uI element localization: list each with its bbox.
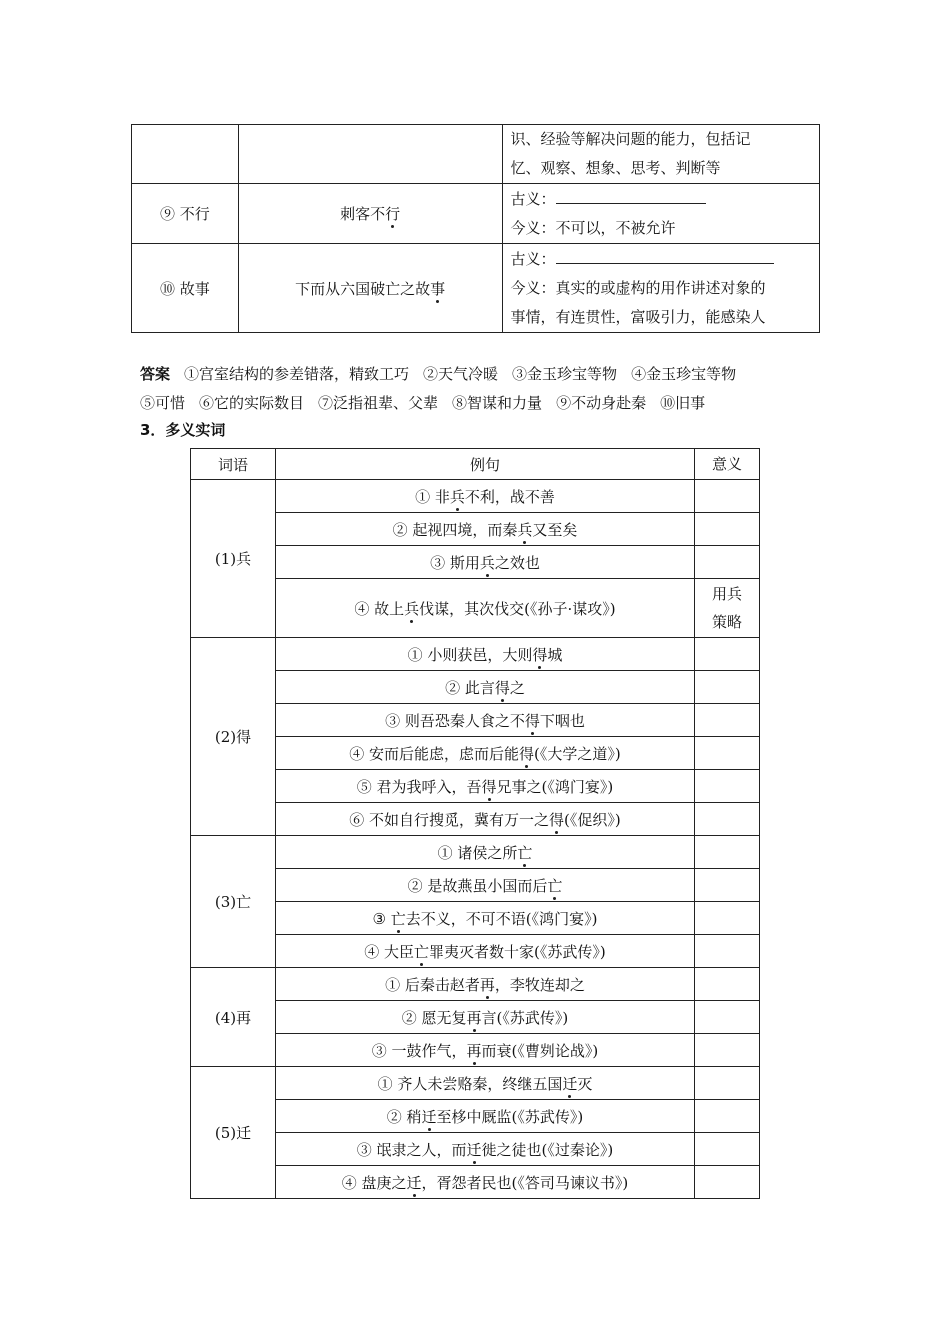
example-text: (《促织》) [564,810,621,829]
word-cell: (4)再 [191,968,276,1067]
example-text: ④ 大臣 [364,942,415,961]
header-example: 例句 [276,449,695,480]
dotted-char: 再 [479,975,495,994]
dotted-char: 兵 [404,599,420,618]
example-text: 下而从六国破亡之故 [295,279,431,298]
word-cell: (1)兵 [191,480,276,638]
meaning-cell [695,737,760,770]
example-text: ③ 则吾恐秦人食之不 [385,711,525,730]
example-text: ③ 一鼓作气， [371,1041,467,1060]
dotted-char: 得 [481,777,497,796]
example-text: 去不义，不可不语(《鸿门宴》) [405,909,598,928]
meaning-cell [695,1034,760,1067]
polysemy-table [190,448,760,1199]
dotted-char: 得 [524,711,540,730]
example-text: 言(《苏武传》) [481,1008,569,1027]
example-text: 灭 [577,1074,593,1093]
example-text: ① 诸侯之所 [437,843,518,862]
answer-item: ⑨不动身赴秦 [556,394,647,412]
example-text: ② 是故燕虽小国而后 [407,876,548,895]
example-cell [276,869,695,902]
meaning-cell [695,513,760,546]
word-cell: (3)亡 [191,836,276,968]
meaning-cell [695,770,760,803]
example-text: ④ 故上 [354,599,405,618]
example-cell [276,1001,695,1034]
example-text: ③ 氓隶之人，而 [356,1140,467,1159]
example-text: 至栘中厩监(《苏武传》) [436,1107,584,1126]
meaning-cell [695,546,760,579]
example-text: 罪夷灭者数十家(《苏武传》) [429,942,606,961]
example-text: 之 [509,678,525,697]
meaning-line: 用兵 [711,585,742,603]
example-text: 城 [547,645,563,664]
num-cell [132,125,239,184]
example-text: ⑥ 不如自行搜觅，冀有万一之 [349,810,550,829]
example-cell [238,244,502,333]
example-cell [276,803,695,836]
meaning-cell [695,803,760,836]
dotted-char: 迁 [406,1173,422,1192]
meaning-cell [502,125,819,184]
meaning-cell [695,671,760,704]
example-text: ③ [372,909,391,928]
example-text: ② 稍 [386,1107,422,1126]
meaning-cell [695,1133,760,1166]
example-text: ③ 斯用 [430,553,480,572]
example-cell [238,184,502,244]
meaning-cell [695,968,760,1001]
example-cell [238,125,502,184]
meaning-cell [695,869,760,902]
example-cell [276,1133,695,1166]
example-text: 兄事之(《鸿门宴》) [496,777,614,796]
dotted-char: 得 [519,744,535,763]
answer-label: 答案 [140,365,171,383]
example-text: 徙之徒也(《过秦论》) [481,1140,614,1159]
example-cell [276,968,695,1001]
example-text: 又至矣 [532,520,578,539]
meaning-cell [695,1067,760,1100]
example-text: (《大学之道》) [534,744,621,763]
example-text: ④ 盘庚之 [341,1173,407,1192]
answer-item: ⑤可惜 [140,394,186,412]
meaning-line: 策略 [711,613,742,631]
num-cell: ⑩ 故事 [132,244,239,333]
dotted-char: 再 [466,1041,482,1060]
answer-item: ⑩旧事 [660,394,706,412]
answer-item: ③金玉珍宝等物 [512,365,618,383]
example-text: ① 齐人未尝赂秦，终继五国 [377,1074,563,1093]
meaning-cell [695,902,760,935]
example-text: ⑤ 君为我呼入，吾 [356,777,482,796]
example-text: ① 小则获邑，大则 [407,645,533,664]
meaning-cell [695,704,760,737]
example-cell [276,902,695,935]
example-text: ④ 安而后能虑，虑而后能 [349,744,520,763]
gu-yi-line [511,245,815,274]
dotted-char: 兵 [479,553,495,572]
answer-blank [556,251,774,264]
example-text: ② 此言 [445,678,495,697]
meaning-cell [695,480,760,513]
dotted-char: 兵 [449,487,465,506]
meaning-cell [695,836,760,869]
answer-item: ⑥它的实际数目 [199,394,305,412]
example-cell [276,1166,695,1199]
example-cell [276,579,695,638]
dotted-char: 亡 [517,843,533,862]
dotted-char: 迁 [466,1140,482,1159]
example-cell [276,770,695,803]
meaning-line: 识、经验等解决问题的能力，包括记 [510,130,751,148]
example-text: 不利，战不善 [464,487,555,506]
dotted-char: 亡 [547,876,563,895]
example-cell [276,671,695,704]
example-cell [276,1100,695,1133]
answer-blank [556,191,706,204]
word-cell: (5)迁 [191,1067,276,1199]
meaning-cell [502,244,819,333]
jin-yi-line: 事情，有连贯性，富吸引力，能感染人 [510,307,766,326]
example-cell [276,513,695,546]
example-text: ，李牧连却之 [494,975,585,994]
meaning-cell [695,1100,760,1133]
example-cell [276,836,695,869]
example-text: 下咽也 [539,711,585,730]
dotted-char: 得 [494,678,510,697]
gu-yi-label: 古义： [510,189,556,208]
meaning-cell [695,579,760,638]
example-text: ① 非 [415,487,450,506]
example-text: ① 后秦击赵者 [385,975,480,994]
dotted-char: 亡 [390,909,406,928]
example-cell [276,935,695,968]
example-text: 伐谋，其次伐交(《孙子·谋攻》) [419,599,616,618]
answer-item: ④金玉珍宝等物 [631,365,737,383]
meaning-cell [695,638,760,671]
example-cell [276,638,695,671]
vocab-table-continued [131,124,820,333]
answer-item: ⑦泛指祖辈、父辈 [318,394,439,412]
dotted-char: 再 [466,1008,482,1027]
gu-yi-label: 古义： [510,249,556,268]
dotted-char: 兵 [517,520,533,539]
example-cell [276,737,695,770]
example-text: ② 愿无复 [401,1008,467,1027]
dotted-char: 得 [549,810,565,829]
answer-block [140,360,830,418]
meaning-cell [695,935,760,968]
example-text: 刺客不 [340,205,386,223]
example-cell [276,480,695,513]
jin-yi-line: 今义：真实的或虚构的用作讲述对象的 [510,278,766,297]
meaning-cell [502,184,819,244]
dotted-char: 事 [430,279,446,298]
gu-yi-line [511,185,815,214]
example-text: 之效也 [494,553,540,572]
header-word: 词语 [191,449,276,480]
meaning-cell [695,1001,760,1034]
num-cell: ⑨ 不行 [132,184,239,244]
example-text: ② 起视四境，而秦 [392,520,518,539]
meaning-cell [695,1166,760,1199]
jin-yi-line: 今义：不可以，不被允许 [510,218,676,237]
answer-item: ②天气冷暖 [423,365,499,383]
example-cell [276,1067,695,1100]
dotted-char: 亡 [414,942,430,961]
answer-item: ①宫室结构的参差错落，精致工巧 [184,365,410,383]
answer-item: ⑧智谋和力量 [452,394,543,412]
word-cell: (2)得 [191,638,276,836]
dotted-char: 迁 [562,1074,578,1093]
dotted-char: 迁 [421,1107,437,1126]
example-text: 而衰(《曹刿论战》) [481,1041,599,1060]
section-heading: 3．多义实词 [140,421,226,439]
header-meaning: 意义 [695,449,760,480]
meaning-line: 忆、观察、想象、思考、判断等 [510,159,721,177]
example-cell [276,1034,695,1067]
dotted-char: 得 [532,645,548,664]
dotted-char: 行 [385,205,401,223]
example-cell [276,546,695,579]
example-cell [276,704,695,737]
example-text: ，胥怨者民也(《答司马谏议书》) [421,1173,629,1192]
